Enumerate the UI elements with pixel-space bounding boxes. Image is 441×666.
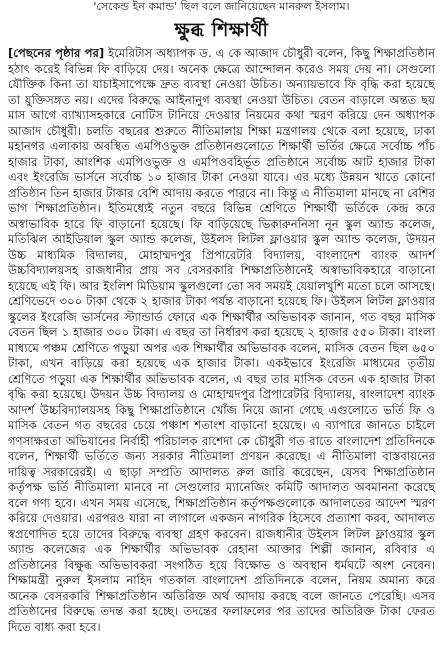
- article-headline: ক্ষুব্ধ শিক্ষার্থী: [174, 19, 269, 41]
- previous-article-tail: 'সেকেন্ড ইন কমান্ড' ছিল বলে জানিয়েছেন মানরুল ইসলাম।: [93, 0, 350, 13]
- continued-label: [পেছনের পৃষ্ঠার পর]: [8, 46, 105, 60]
- article-paragraph: [8, 46, 435, 635]
- article-text: ইমেরিটাস অধ্যাপক ড. এ কে আজাদ চৌধুরী বলেন, কিছু শিক্ষাপ্রতিষ্ঠান হঠাৎ করেই বিভিন্ন ফি বাড়িয়ে দেয়। অনেক ক্ষেত্রে আন্দোলন করেও সময় দেয় না। সেগুলো যৌক্তিক কিনা তা যাচাইসাপেক্ষে দ্রুত ব্যবস্থা নেওয়া উচিত। অন্যায়ভাবে ফি বৃদ্ধি করা হয়েছে তা যুক্তিসঙ্গত নয়। এদের বিরুদ্ধে আইনানুগ ব্যবস্থা নেওয়া উচিত। বেতন বাড়ালে অন্তত ছয় মাস আগে ব্যাখ্যাসহকারে নোটিস টানিয়ে দেওয়ার নিয়মের কথা স্মরণ করিয়ে দেন অধ্যাপক আজাদ চৌধুরী। চলতি বছরের শুরুতে নীতিমালায় শিক্ষা মন্ত্রণালয় থেকে বলা হয়েছে, ঢাকা মহানগর এলাকায় অবস্থিত এমপিওভুক্ত প্রতিষ্ঠানগুলোতে শিক্ষার্থী ভর্তির ক্ষেত্রে সর্বোচ্চ পাঁচ হাজার টাকা, আংশিক এমপিওভুক্ত ও এমপিওবহির্ভূত প্রতিষ্ঠানে সর্বোচ্চ আট হাজার টাকা এবং ইংরেজি ভার্সনে সর্বোচ্চ ১০ হাজার টাকা নেওয়া যাবে। এর মধ্যে উন্নয়ন খাতে কোনো প্রতিষ্ঠান তিন হাজার টাকার বেশি আদায় করতে পারবে না। কিন্তু এ নীতিমালা মানছে না বেশির ভাগ শিক্ষাপ্রতিষ্ঠান। ইতিমধ্যেই নতুন বছরে বিভিন্ন শ্রেণিতে শিক্ষার্থী ভর্তিকে কেন্দ্র করে অস্বাভাবিক হারে ফি বাড়ানো হয়েছে। ফি বাড়িয়েছে ভিকারুননিসা নূন স্কুল অ্যান্ড কলেজ, মতিঝিল আইডিয়াল স্কুল অ্যান্ড কলেজ, উইলস লিটল ফ্লাওয়ার স্কুল অ্যান্ড কলেজ, উদয়ন উচ্চ মাধ্যমিক বিদ্যালয়, মোহাম্মদপুর প্রিপারেটরি বিদ্যালয়, বাংলাদেশ ব্যাংক আদর্শ উচ্চবিদ্যালয়সহ রাজধানীর প্রায় সব বেসরকারি শিক্ষাপ্রতিষ্ঠানেই অস্বাভাবিকহারে বাড়ানো হয়েছে এই ফি। আর ইংলিশ মিডিয়াম স্কুলগুলো তো সব সময়ই যেয়ালখুশি মতো চলে আসছে। শ্রেণিভেদে ৩০০ টাকা থেকে ২ হাজার টাকা পর্যন্ত বাড়ানো হয়েছে ফি। উইলস লিটল ফ্লাওয়ার স্কুলের ইংরেজি ভার্সনের স্ট্যান্ডার্ড ফোরে এক শিক্ষার্থীর অভিভাবক জানান, গত বছর মাসিক বেতন ছিল ১ হাজার ৩০০ টাকা। এ বছর তা নির্ধারণ করা হয়েছে ২ হাজার ৫৫০ টাকা। বাংলা মাধ্যমে পঞ্চম শ্রেণিতে পড়ুয়া অপর এক শিক্ষার্থীর অভিভাবক বলেন, মাসিক বেতন ছিল ৬৫০ টাকা, এখন বাড়িয়ে করা হয়েছে এক হাজার টাকা। একইভাবে ইংরেজি মাধ্যমের তৃতীয় শ্রেণিতে পড়ুয়া এক শিক্ষার্থীর অভিভাবক বলেন, এ বছর তার মাসিক বেতন এক হাজার টাকা বৃদ্ধি করা হয়েছে। উদয়ন উচ্চ বিদ্যালয় ও মোহাম্মদপুর প্রিপারেটরি বিদ্যালয়, বাংলাদেশ ব্যাংক আদর্শ উচ্চবিদ্যালয়সহ কিছু শিক্ষাপ্রতিষ্ঠানে খোঁজ নিয়ে জানা গেছে এগুলোতে ভর্তি ফি ও মাসিক বেতন গত বছরের চেয়ে পঞ্চাশ শতাংশ বাড়ানো হয়েছে। এ ব্যাপারে জানতে চাইলে গণসাক্ষরতা অভিযানের নির্বাহী পরিচালক রাশেদা কে চৌধুরী গত রাতে বাংলাদেশ প্রতিদিনকে বলেন, শিক্ষার্থী ভর্তিতে জন্য সরকার নীতিমালা প্রণয়ন করেছে। এ নীতিমালা বাস্তবায়নের দায়িত্ব সরকারেরই। এ ছাড়া সম্প্রতি আদালত রুল জারি করেছেন, যেসব শিক্ষাপ্রতিষ্ঠান কর্তৃপক্ষ ভর্তি নীতিমালা মানবে না সেগুলোর ম্যানেজিং কমিটি আদালত অবমাননা করেছে বলে গণ্য হবে। এখন সময় এসেছে, শিক্ষাপ্রতিষ্ঠান কর্তৃপক্ষগুলোকে আদালতের আদেশ স্মরণ করিয়ে দেওয়ার। এরপরও যারা না লাগালে একজন নাগরিক হিসেবে প্রত্যাশা করব, আদালত স্বপ্রণোদিত হয়ে তাদের বিরুদ্ধে ব্যবস্থা গ্রহণ করবেন। রাজধানীর উইলস লিটল ফ্লাওয়ার স্কুল অ্যান্ড কলেজের এক শিক্ষার্থীর অভিভাবক রেহানা আক্তার শিল্পী জানান, রবিবার এ প্রতিষ্ঠানের বিক্ষুব্ধ অভিভাবকরা সংগঠিত হয়ে বিক্ষোভ ও অবস্থান ধর্মঘটে অংশ নেবেন। শিক্ষামন্ত্রী নুরুল ইসলাম নাহিদ গতকাল বাংলাদেশ প্রতিদিনকে বলেন, নিয়ম অমান্য করে অনেক বেসরকারি শিক্ষাপ্রতিষ্ঠান অতিরিক্ত অর্থ আদায় করছে বলে জানতে পেরেছি। এসব প্রতিষ্ঠানের বিরুদ্ধে তদন্ত করা হচ্ছে। তদন্তের ফলাফলের পর তাদের অতিরিক্ত টাকা ফেরত দিতে বাধ্য করা হবে।: [8, 46, 435, 634]
- article-body: [8, 46, 435, 635]
